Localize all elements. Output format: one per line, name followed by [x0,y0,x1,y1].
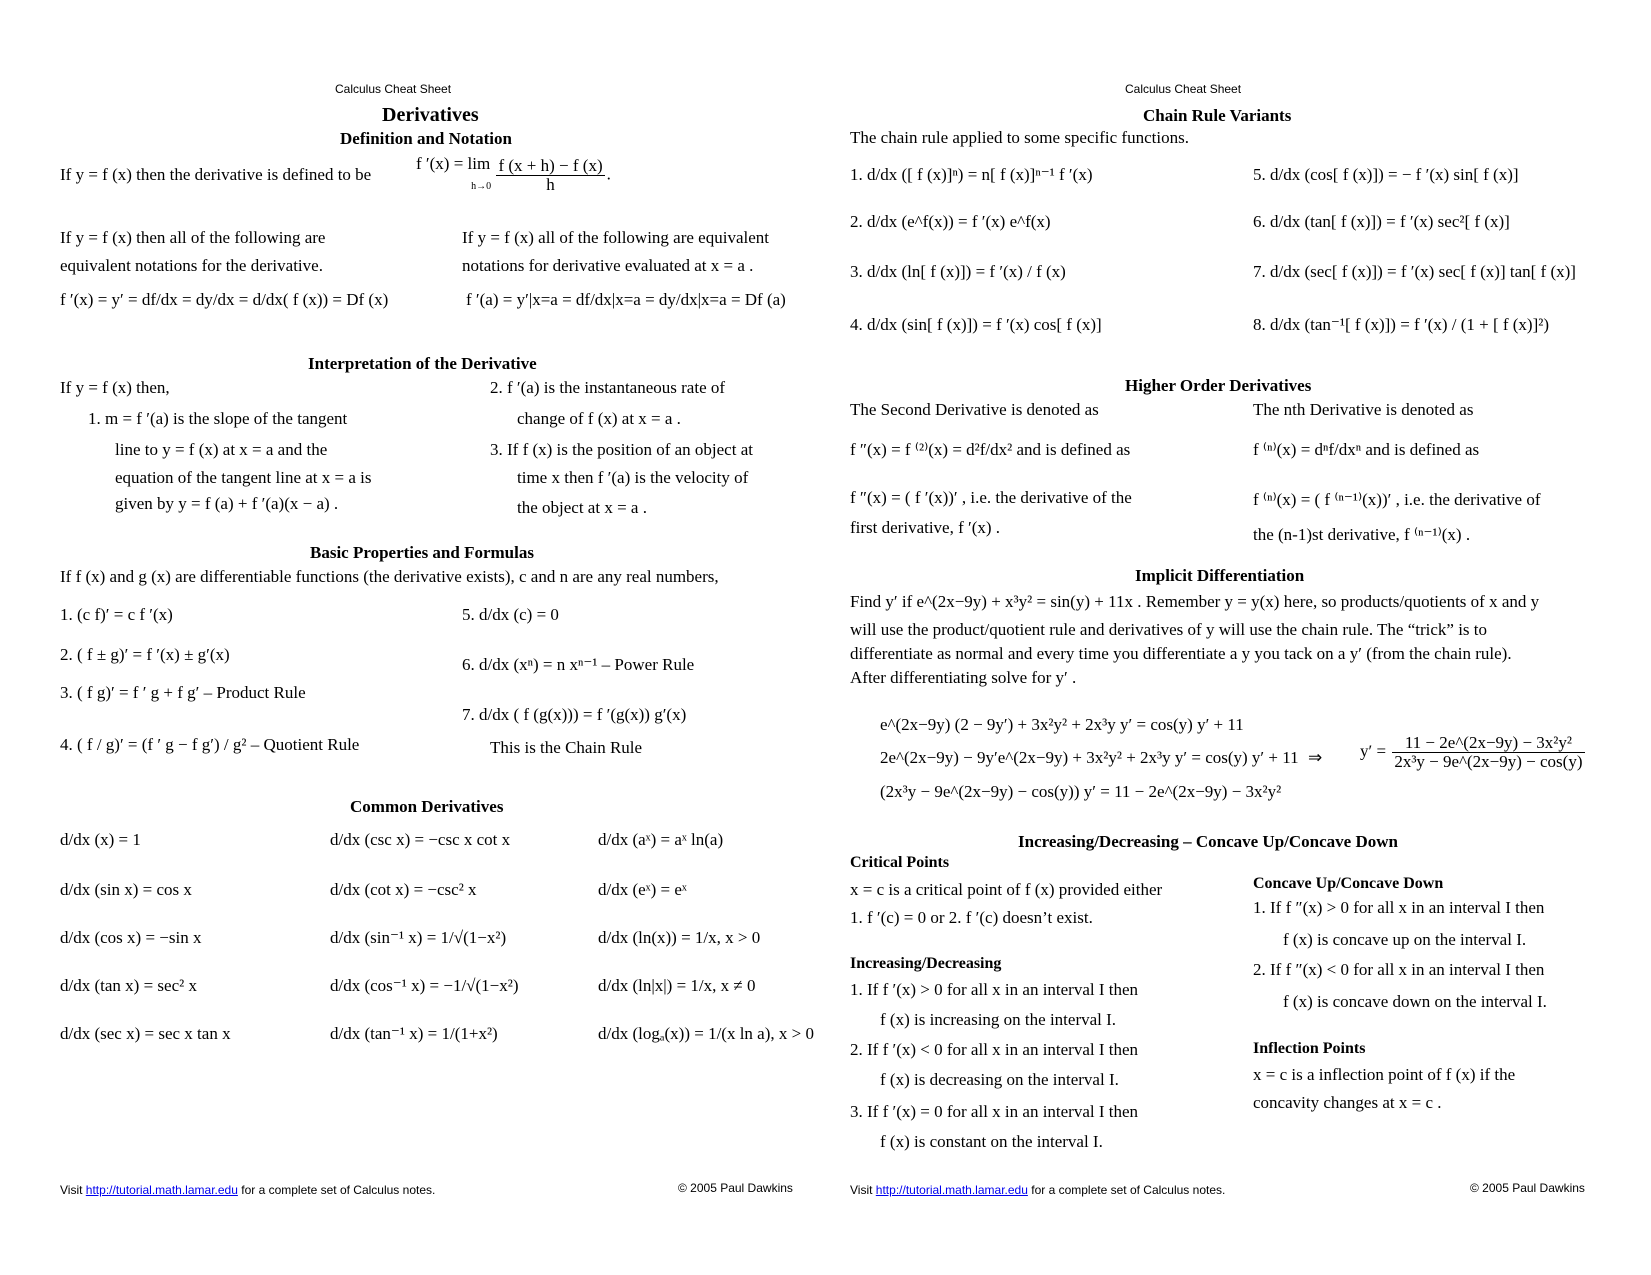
chain-5: 5. d/dx (cos[ f (x)]) = − f ′(x) sin[ f (x)] [1253,165,1519,184]
common-2-4: d/dx (cos⁻¹ x) = −1/√(1−x²) [330,976,519,995]
def-heading: Definition and Notation [340,129,512,148]
footer [850,1183,1225,1197]
common-1-3: d/dx (cos x) = −sin x [60,928,202,947]
higher-left-2: f ″(x) = f ⁽²⁾(x) = d²f/dx² and is defined as [850,440,1131,459]
implicit-result-den: 2x³y − 9e^(2x−9y) − cos(y) [1394,752,1583,771]
footer [60,1183,435,1197]
chain-6: 6. d/dx (tan[ f (x)]) = f ′(x) sec²[ f (x)] [1253,212,1510,231]
incdec-2b: f (x) is decreasing on the interval I. [880,1070,1119,1089]
interp-3a: 3. If f (x) is the position of an object at [490,440,753,459]
footer-pre: Visit [60,1183,83,1197]
concave-1b: f (x) is concave up on the interval I. [1283,930,1527,949]
incdec-3b: f (x) is constant on the interval I. [880,1132,1103,1151]
critical-heading: Critical Points [850,854,950,871]
inflection-1: x = c is a inflection point of f (x) if the [1253,1065,1516,1084]
interp-1b: line to y = f (x) at x = a and the [115,440,328,459]
common-2-1: d/dx (csc x) = −csc x cot x [330,830,511,849]
common-3-4: d/dx (ln|x|) = 1/x, x ≠ 0 [598,976,756,995]
basic-intro: If f (x) and g (x) are differentiable functions (the derivative exists), c and n are any real numbers, [60,567,719,586]
higher-left-4: first derivative, f ′(x) . [850,518,1001,537]
concave-2: 2. If f ″(x) < 0 for all x in an interval I then [1253,960,1545,979]
common-1-5: d/dx (sec x) = sec x tan x [60,1024,231,1043]
critical-1: x = c is a critical point of f (x) provided either [850,880,1163,899]
interp-3b: time x then f ′(a) is the velocity of [517,468,749,487]
interp-intro: If y = f (x) then, [60,378,170,397]
implicit-3: differentiate as normal and every time you differentiate a y you tack on a y′ (from the chain rule). [850,644,1512,663]
concave-1: 1. If f ″(x) > 0 for all x in an interval I then [1253,898,1545,917]
footer-post: for a complete set of Calculus notes. [1031,1183,1226,1197]
implicit-2: will use the product/quotient rule and derivatives of y will use the chain rule. The “trick” is to [850,620,1488,639]
incdec-heading: Increasing/Decreasing – Concave Up/Concave Down [1018,832,1398,851]
common-3-2: d/dx (eˣ) = eˣ [598,880,687,899]
basic-heading: Basic Properties and Formulas [310,543,534,562]
common-2-5: d/dx (tan⁻¹ x) = 1/(1+x²) [330,1024,498,1043]
chain-4: 4. d/dx (sin[ f (x)]) = f ′(x) cos[ f (x)] [850,315,1102,334]
notation-left-formula: f ′(x) = y′ = df/dx = dy/dx = d/dx( f (x)) = Df (x) [60,290,389,309]
page-header: Calculus Cheat Sheet [1125,82,1242,96]
inflection-2: concavity changes at x = c . [1253,1093,1442,1112]
inflection-heading: Inflection Points [1253,1040,1366,1057]
implicit-eq-1: e^(2x−9y) (2 − 9y′) + 3x²y² + 2x³y y′ = cos(y) y′ + 11 [880,715,1244,734]
implicit-eq-3: (2x³y − 9e^(2x−9y) − cos(y)) y′ = 11 − 2e^(2x−9y) − 3x²y² [880,782,1282,801]
common-1-4: d/dx (tan x) = sec² x [60,976,197,995]
concave-2b: f (x) is concave down on the interval I. [1283,992,1547,1011]
higher-left-3: f ″(x) = ( f ′(x))′ , i.e. the derivative of the [850,488,1132,507]
copyright: © 2005 Paul Dawkins [678,1181,793,1195]
chain-2: 2. d/dx (e^f(x)) = f ′(x) e^f(x) [850,212,1051,231]
common-heading: Common Derivatives [350,797,504,816]
basic-item-1: 1. (c f)′ = c f ′(x) [60,605,173,624]
common-2-3: d/dx (sin⁻¹ x) = 1/√(1−x²) [330,928,507,947]
def-formula-limit: h→0 [471,181,492,192]
basic-item-2: 2. ( f ± g)′ = f ′(x) ± g′(x) [60,645,230,664]
notation-left-1: If y = f (x) then all of the following are [60,228,326,247]
basic-item-7: 7. d/dx ( f (g(x))) = f ′(g(x)) g′(x) [462,705,687,724]
common-3-1: d/dx (aˣ) = aˣ ln(a) [598,830,724,849]
higher-heading: Higher Order Derivatives [1125,376,1312,395]
def-text: If y = f (x) then the derivative is defined to be [60,165,372,184]
incdec-1b: f (x) is increasing on the interval I. [880,1010,1117,1029]
interp-1d: given by y = f (a) + f ′(a)(x − a) . [115,494,339,513]
basic-item-6: 6. d/dx (xⁿ) = n xⁿ⁻¹ – Power Rule [462,655,695,674]
common-2-2: d/dx (cot x) = −csc² x [330,880,477,899]
page-header: Calculus Cheat Sheet [335,82,452,96]
chain-3: 3. d/dx (ln[ f (x)]) = f ′(x) / f (x) [850,262,1066,281]
interp-2a: 2. f ′(a) is the instantaneous rate of [490,378,726,397]
implicit-result [1360,734,1587,771]
implicit-heading: Implicit Differentiation [1135,566,1305,585]
interp-1c: equation of the tangent line at x = a is [115,468,372,487]
def-formula: f ′(x) = lim h→0 $\frac{f (x + h) - f (x)}{h}$ . [416,154,611,194]
common-1-2: d/dx (sin x) = cos x [60,880,192,899]
interp-1a: 1. m = f ′(a) is the slope of the tangent [88,409,348,428]
footer-pre: Visit [850,1183,873,1197]
notation-right-2: notations for derivative evaluated at x = a . [462,256,754,275]
concave-heading: Concave Up/Concave Down [1253,875,1444,892]
page-title: Derivatives [382,104,479,126]
common-3-3: d/dx (ln(x)) = 1/x, x > 0 [598,928,761,947]
def-formula-lhs: f ′(x) = lim [416,154,491,173]
chain-7: 7. d/dx (sec[ f (x)]) = f ′(x) sec[ f (x)] tan[ f (x)] [1253,262,1576,281]
left-page [0,0,825,1275]
interp-heading: Interpretation of the Derivative [308,354,537,373]
incdec-2: 2. If f ′(x) < 0 for all x in an interval I then [850,1040,1139,1059]
chain-8: 8. d/dx (tan⁻¹[ f (x)]) = f ′(x) / (1 + [ f (x)]²) [1253,315,1550,334]
implicit-result-num: 11 − 2e^(2x−9y) − 3x²y² [1392,734,1584,753]
def-formula-den: h [546,175,555,194]
footer-link[interactable]: http://tutorial.math.lamar.edu [875,1183,1028,1197]
incdec-3: 3. If f ′(x) = 0 for all x in an interval I then [850,1102,1139,1121]
basic-item-5: 5. d/dx (c) = 0 [462,605,559,624]
chain-heading: Chain Rule Variants [1143,106,1292,125]
chain-1: 1. d/dx ([ f (x)]ⁿ) = n[ f (x)]ⁿ⁻¹ f ′(x) [850,165,1093,184]
common-3-5: d/dx (logₐ(x)) = 1/(x ln a), x > 0 [598,1024,814,1043]
footer-link[interactable]: http://tutorial.math.lamar.edu [85,1183,238,1197]
basic-item-chain-note: This is the Chain Rule [490,738,643,757]
higher-right-2: f ⁽ⁿ⁾(x) = dⁿf/dxⁿ and is defined as [1253,440,1480,459]
notation-right-1: If y = f (x) all of the following are equivalent [462,228,769,247]
right-page [825,0,1651,1275]
interp-3c: the object at x = a . [517,498,647,517]
copyright: © 2005 Paul Dawkins [1470,1181,1585,1195]
higher-left-1: The Second Derivative is denoted as [850,400,1099,419]
higher-right-4: the (n-1)st derivative, f ⁽ⁿ⁻¹⁾(x) . [1253,525,1471,544]
incdec-1: 1. If f ′(x) > 0 for all x in an interval I then [850,980,1139,999]
higher-right-1: The nth Derivative is denoted as [1253,400,1474,419]
incdec-subheading: Increasing/Decreasing [850,955,1002,972]
implicit-result-lhs: y′ = [1360,741,1387,761]
implicit-4: After differentiating solve for y′ . [850,668,1077,687]
notation-right-formula: f ′(a) = y′|x=a = df/dx|x=a = dy/dx|x=a = Df (a) [466,290,786,309]
higher-right-3: f ⁽ⁿ⁾(x) = ( f ⁽ⁿ⁻¹⁾(x))′ , i.e. the derivative of [1253,490,1541,509]
implicit-eq-2: 2e^(2x−9y) − 9y′e^(2x−9y) + 3x²y² + 2x³y y′ = cos(y) y′ + 11 [880,748,1299,767]
critical-2: 1. f ′(c) = 0 or 2. f ′(c) doesn’t exist. [850,908,1093,927]
interp-2b: change of f (x) at x = a . [517,409,681,428]
basic-item-4: 4. ( f / g)′ = (f ′ g − f g′) / g² – Quotient Rule [60,735,360,754]
notation-left-2: equivalent notations for the derivative. [60,256,323,275]
def-formula-num: f (x + h) − f (x) [498,156,603,175]
implicit-arrow: ⇒ [1308,748,1323,767]
implicit-1: Find y′ if e^(2x−9y) + x³y² = sin(y) + 11x . Remember y = y(x) here, so products/quotients of x and y [850,592,1540,611]
basic-item-3: 3. ( f g)′ = f ′ g + f g′ – Product Rule [60,683,306,702]
footer-post: for a complete set of Calculus notes. [241,1183,436,1197]
chain-intro: The chain rule applied to some specific functions. [850,128,1189,147]
common-1-1: d/dx (x) = 1 [60,830,141,849]
